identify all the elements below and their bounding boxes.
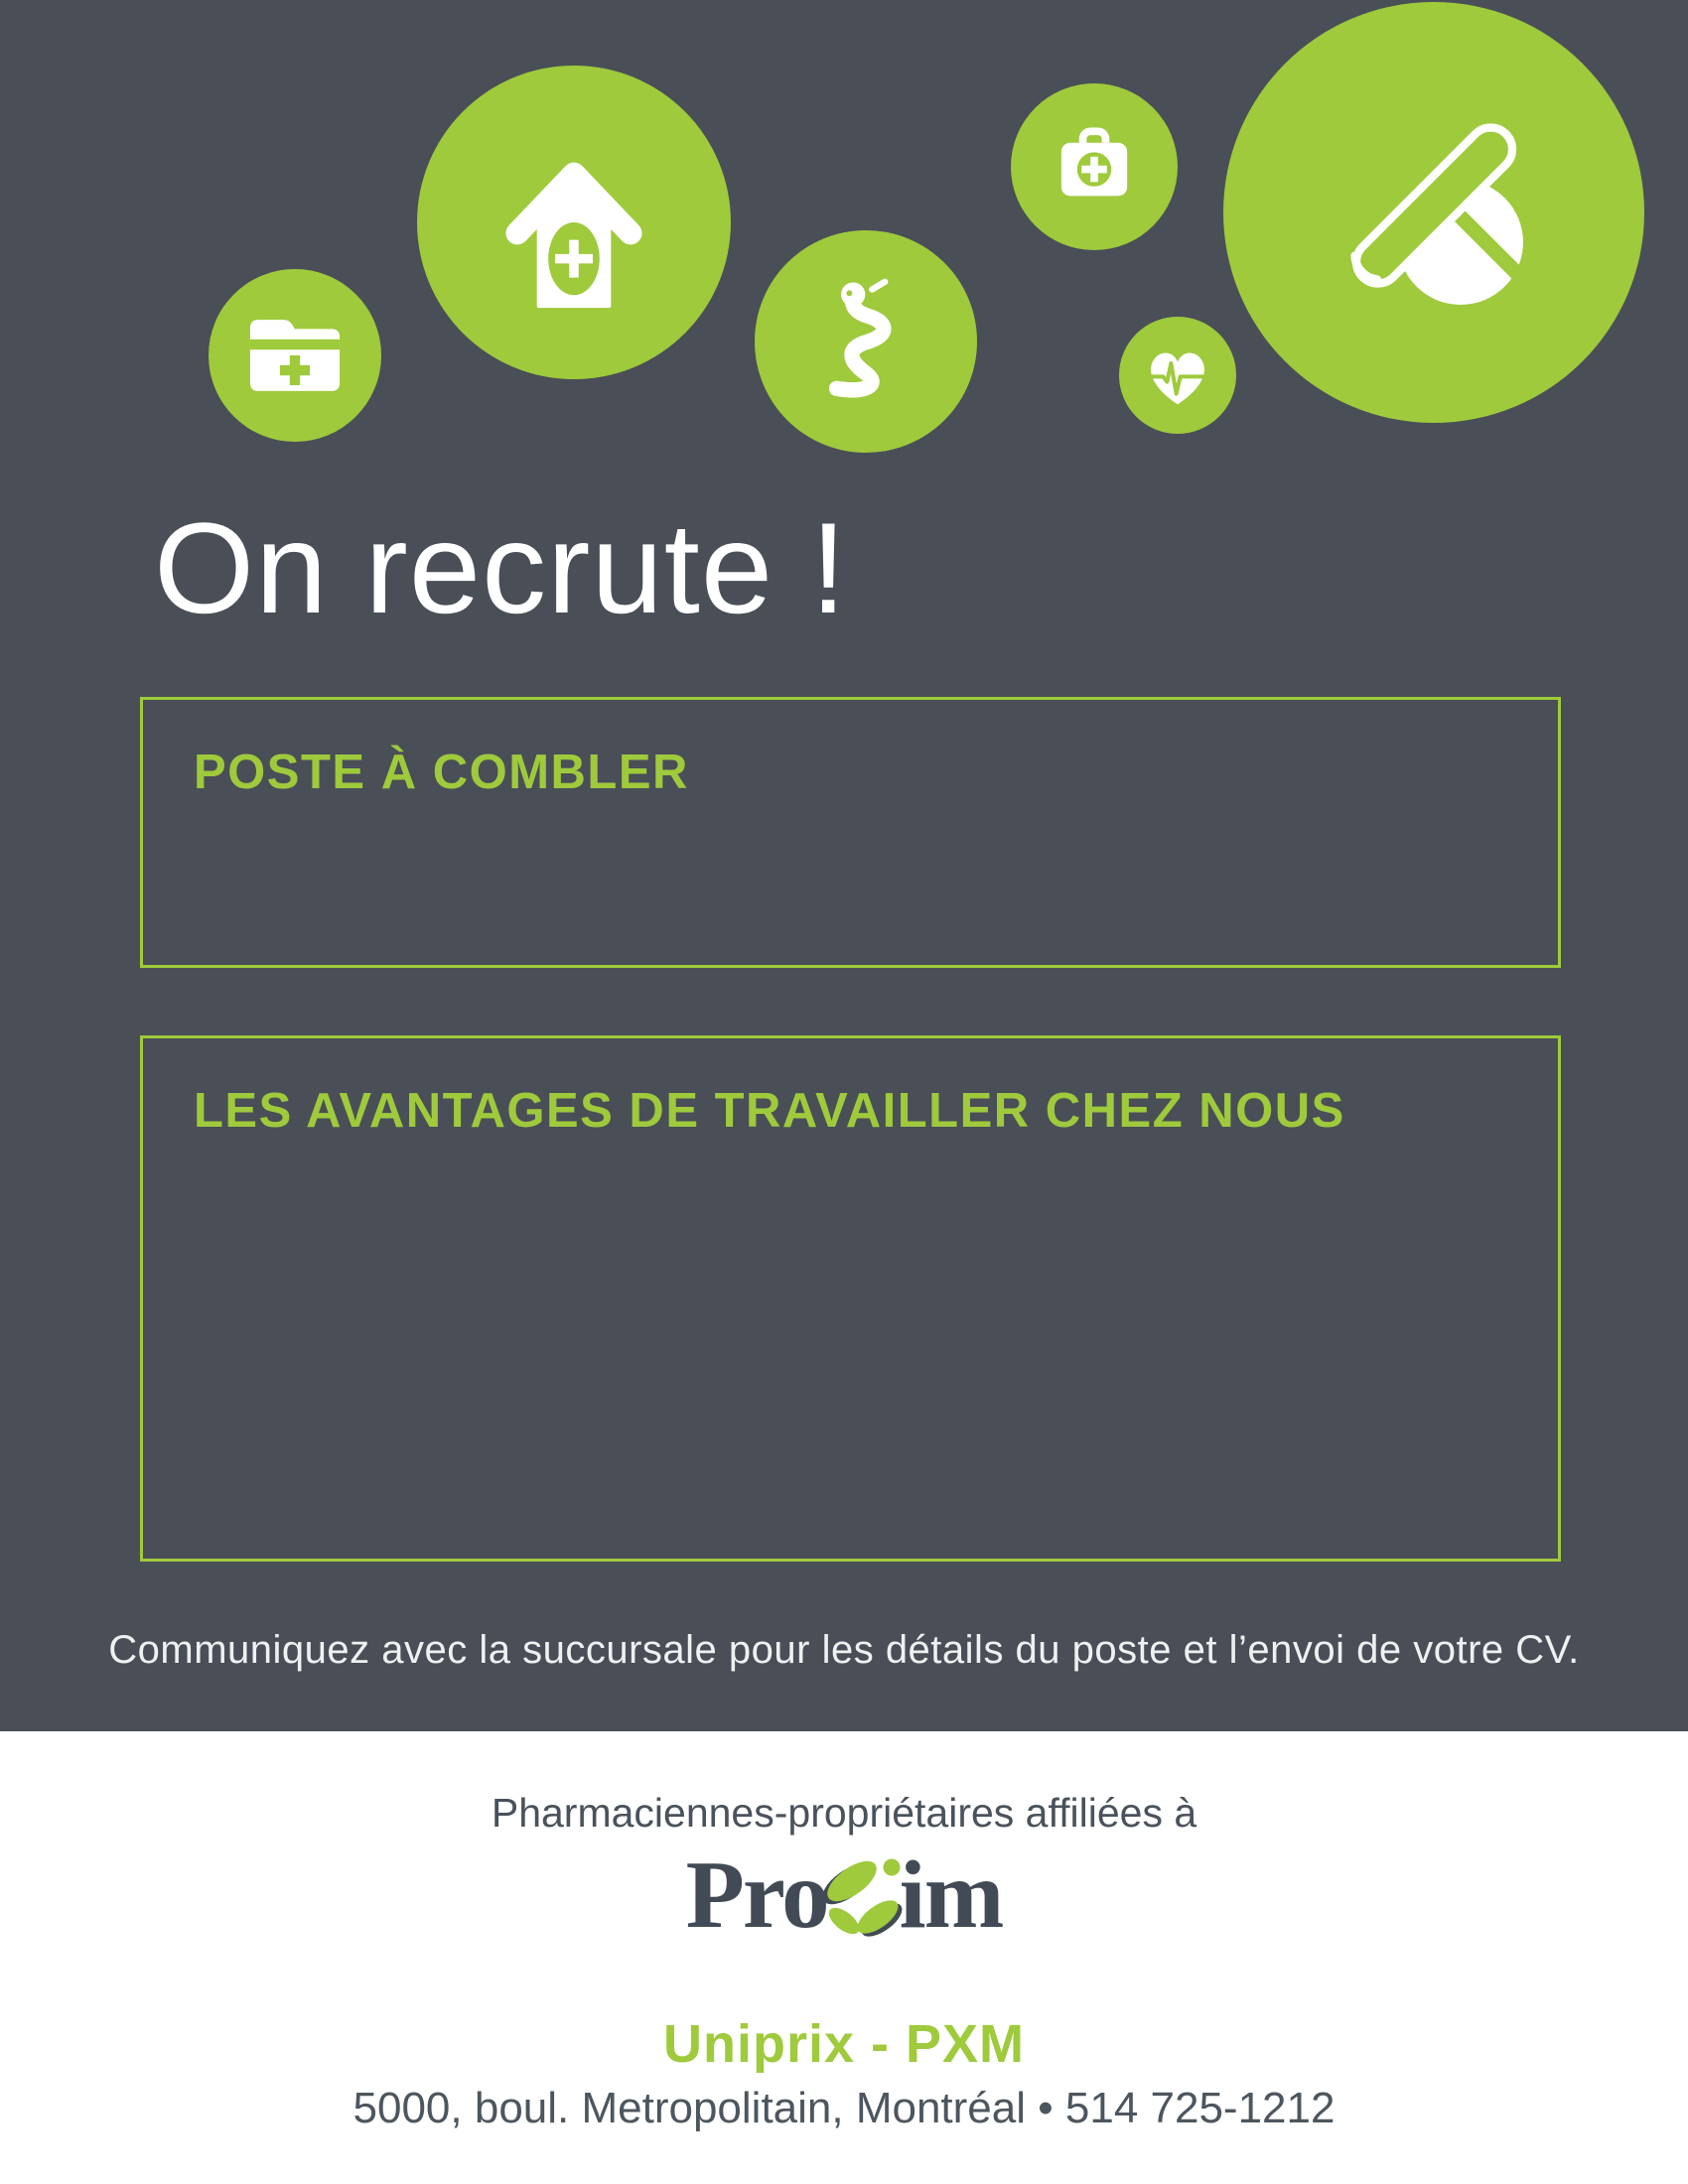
folder-plus-circle xyxy=(209,269,381,442)
heart-pulse-circle xyxy=(1119,317,1236,434)
pill-capsule-icon xyxy=(1285,64,1583,361)
pill-capsule-circle xyxy=(1223,2,1644,423)
proxim-logo-prefix: Pro xyxy=(685,1842,828,1948)
heart-pulse-icon xyxy=(1138,336,1217,415)
medical-house-circle xyxy=(417,66,731,379)
address-line: 5000, boul. Metropolitain, Montréal • 514 725-1212 xyxy=(352,2084,1336,2132)
position-box-heading: POSTE À COMBLER xyxy=(194,746,689,799)
benefits-box xyxy=(140,1035,1561,1562)
first-aid-kit-icon xyxy=(1044,116,1145,217)
page-title: On recrute ! xyxy=(154,495,848,640)
asclepius-snake-icon xyxy=(802,278,929,405)
first-aid-kit-circle xyxy=(1011,83,1178,250)
medical-house-icon xyxy=(480,128,668,317)
proxim-leaf-x-icon xyxy=(816,1843,912,1947)
affiliation-line: Pharmaciennes-propriétaires affiliées à xyxy=(491,1790,1197,1836)
folder-plus-icon xyxy=(243,312,347,399)
proxim-logo-suffix: im xyxy=(899,1842,1003,1948)
asclepius-snake-circle xyxy=(755,230,977,453)
store-name: Uniprix - PXM xyxy=(662,2014,1026,2074)
contact-note: Communiquez avec la succursale pour les détails du poste et l’envoi de votre CV. xyxy=(108,1628,1580,1672)
benefits-box-heading: LES AVANTAGES DE TRAVAILLER CHEZ NOUS xyxy=(194,1084,1345,1138)
position-box xyxy=(140,697,1561,968)
proxim-logo xyxy=(0,1842,1688,1948)
